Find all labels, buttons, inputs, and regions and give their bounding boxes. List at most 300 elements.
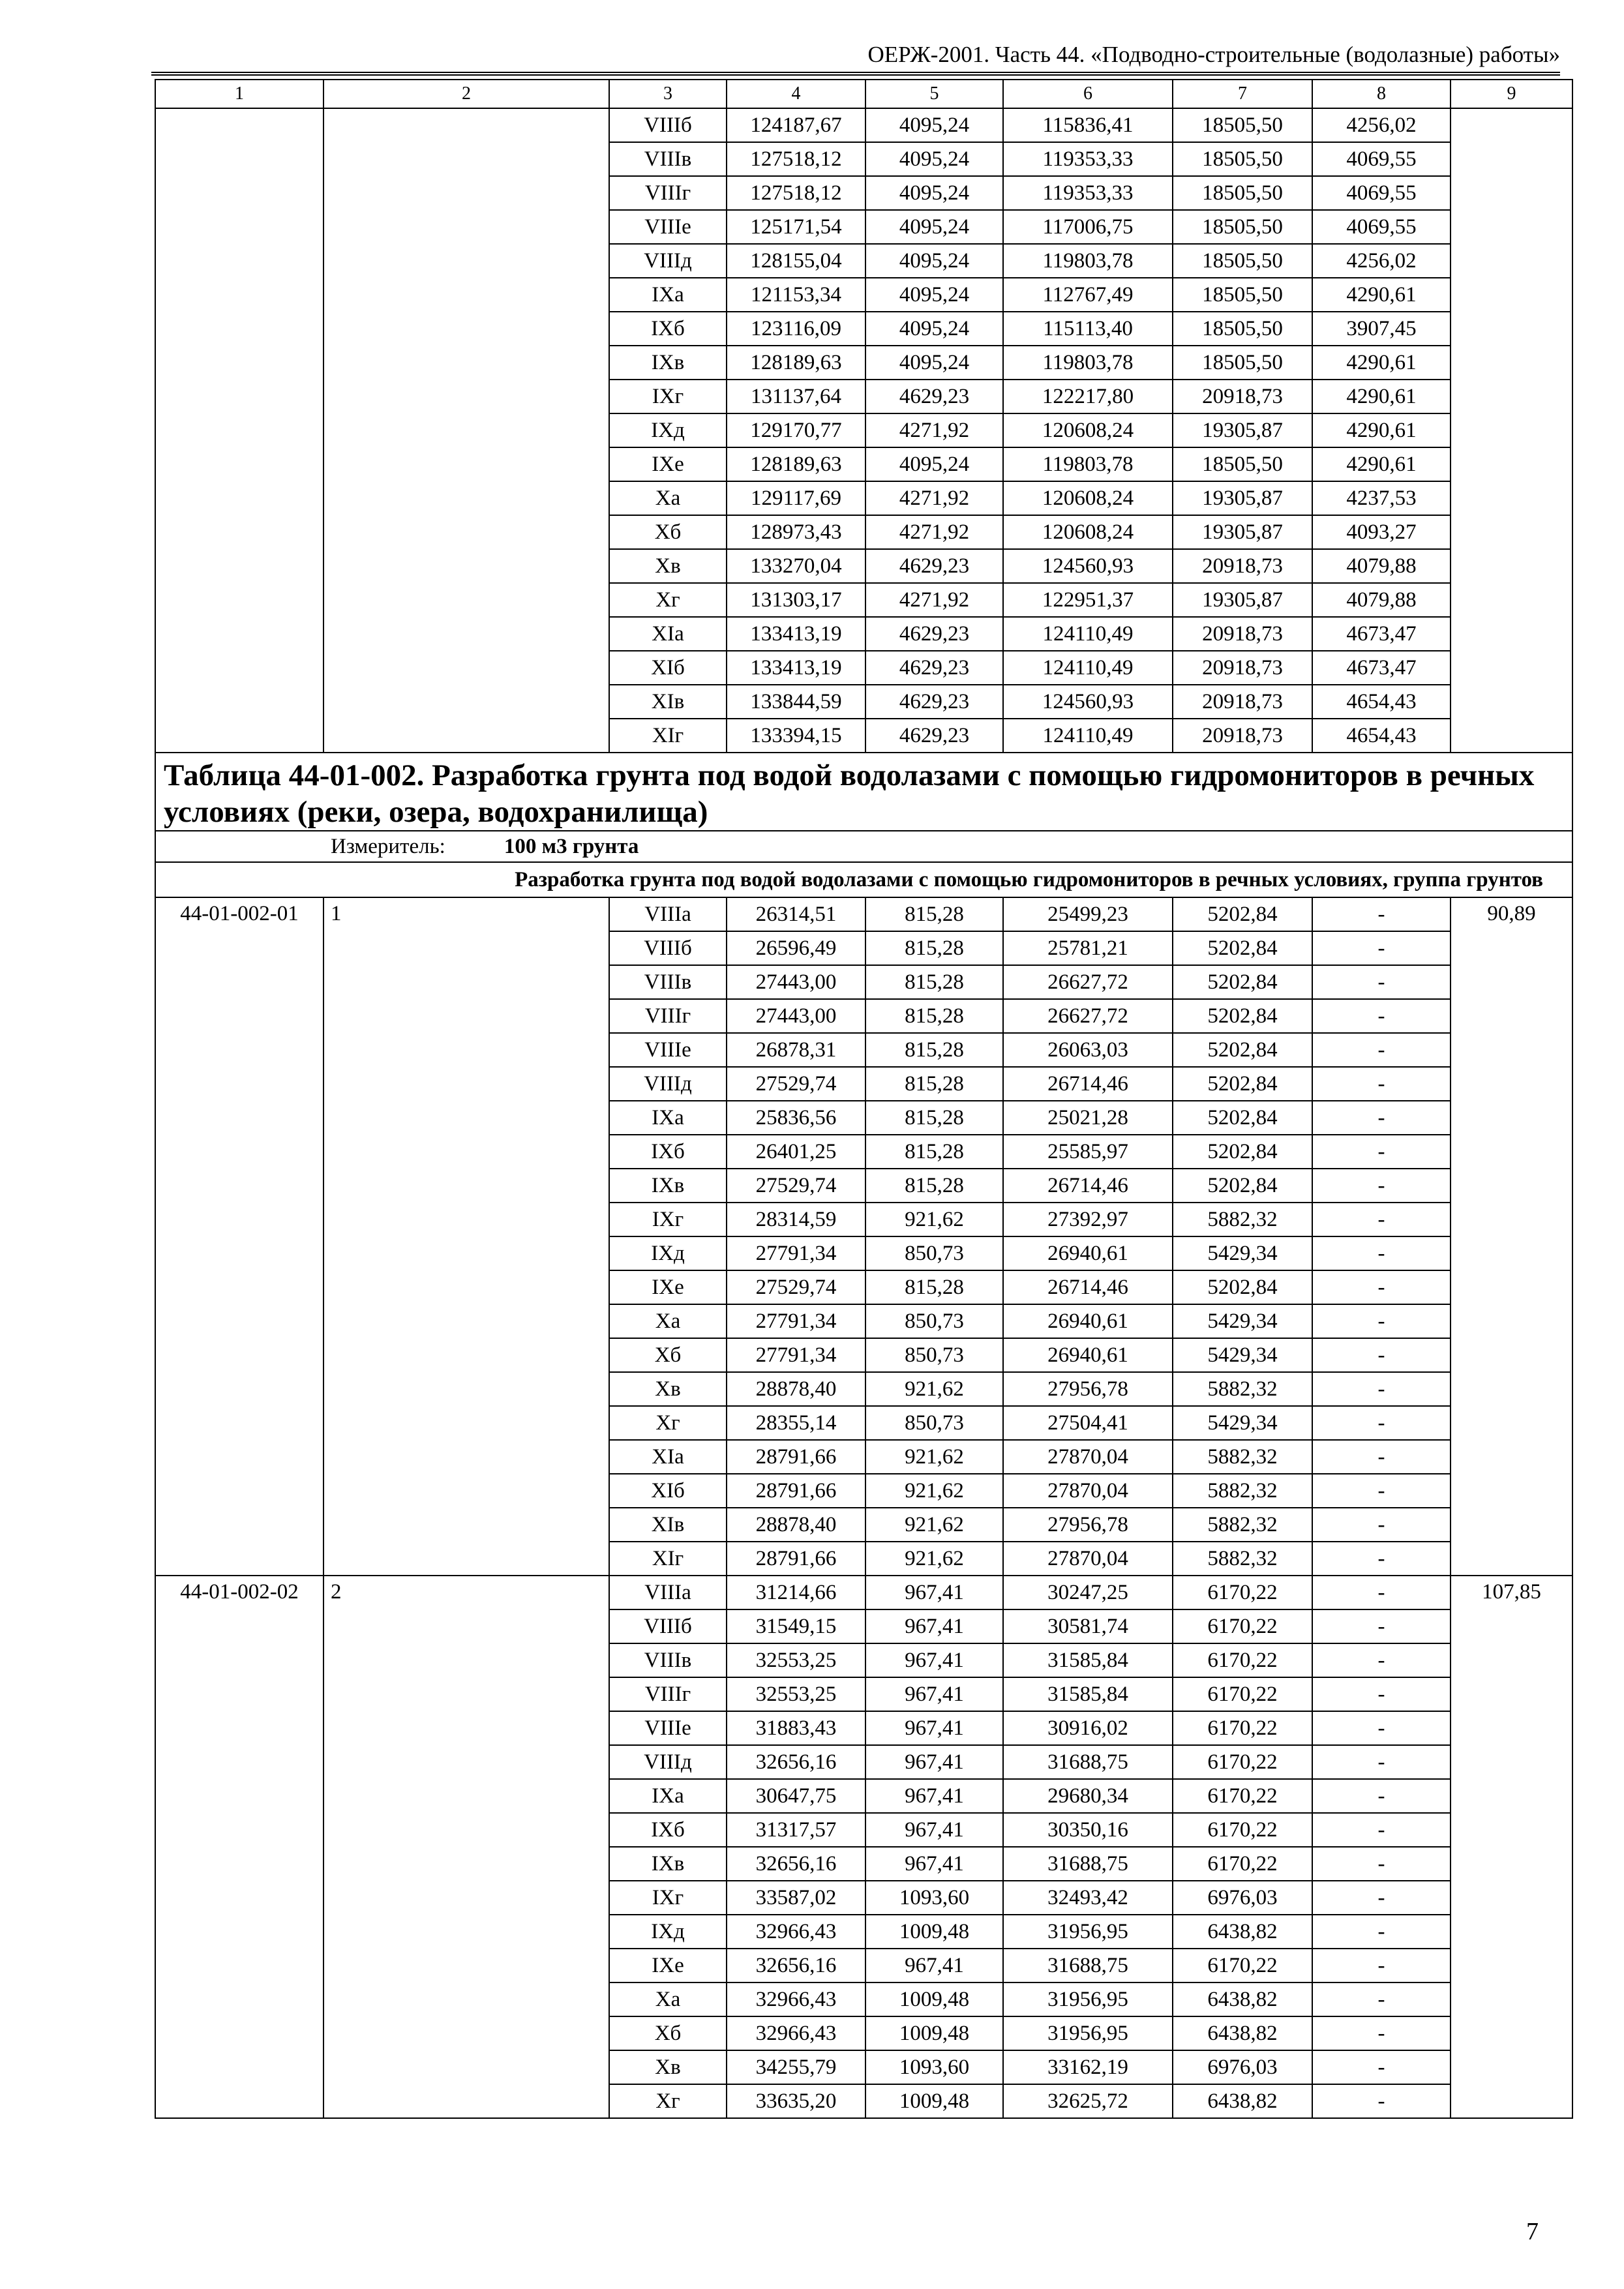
table-cell: 18505,50 [1173, 108, 1312, 142]
table-cell: IXб [609, 312, 727, 346]
table-cell: 133844,59 [727, 685, 865, 719]
table-cell: 4256,02 [1312, 108, 1451, 142]
table-cell: 25781,21 [1003, 931, 1173, 965]
table-cell: 133413,19 [727, 651, 865, 685]
table-cell: 131137,64 [727, 380, 865, 413]
table-cell: - [1312, 1135, 1451, 1169]
table-cell: 20918,73 [1173, 549, 1312, 583]
table-cell: IXг [609, 1881, 727, 1915]
table-cell: 5202,84 [1173, 897, 1312, 931]
table-cell: 127518,12 [727, 176, 865, 210]
table-cell: Xв [609, 1372, 727, 1406]
table-cell: 850,73 [865, 1338, 1003, 1372]
table-cell: - [1312, 1440, 1451, 1474]
table-cell: 124110,49 [1003, 617, 1173, 651]
table-cell: 815,28 [865, 1135, 1003, 1169]
table-cell: 128189,63 [727, 447, 865, 481]
table-cell: 27870,04 [1003, 1542, 1173, 1576]
table-cell: 127518,12 [727, 142, 865, 176]
table-cell: - [1312, 1813, 1451, 1847]
table-cell: 27443,00 [727, 999, 865, 1033]
table-cell: 6170,22 [1173, 1779, 1312, 1813]
table-cell: 5202,84 [1173, 965, 1312, 999]
table-cell: 27956,78 [1003, 1372, 1173, 1406]
table-cell: 921,62 [865, 1542, 1003, 1576]
table-cell: 27956,78 [1003, 1508, 1173, 1542]
table-cell: 25499,23 [1003, 897, 1173, 931]
table-cell: 120608,24 [1003, 515, 1173, 549]
table-cell: 18505,50 [1173, 210, 1312, 244]
table-cell: - [1312, 965, 1451, 999]
table-cell: 26627,72 [1003, 965, 1173, 999]
table-cell: - [1312, 1609, 1451, 1643]
table-cell: XIв [609, 1508, 727, 1542]
table-cell: IXб [609, 1813, 727, 1847]
running-head: ОЕРЖ-2001. Часть 44. «Подводно-строительные (водолазные) работы» [867, 42, 1560, 67]
table-cell: 32656,16 [727, 1949, 865, 1982]
table-cell: 32553,25 [727, 1677, 865, 1711]
table-cell: - [1312, 1033, 1451, 1067]
table-row [155, 897, 1572, 931]
table-cell: 19305,87 [1173, 583, 1312, 617]
column-number: 6 [1003, 80, 1173, 108]
table-cell: 20918,73 [1173, 719, 1312, 753]
group-cell: 1 [323, 897, 609, 1576]
table-cell: 19305,87 [1173, 515, 1312, 549]
code-cell: 44-01-002-02 [155, 1576, 323, 2118]
table-cell: 967,41 [865, 1847, 1003, 1881]
table-cell: 26063,03 [1003, 1033, 1173, 1067]
column-number: 5 [865, 80, 1003, 108]
table-cell: - [1312, 1576, 1451, 1609]
table-cell: - [1312, 1677, 1451, 1711]
table-cell: - [1312, 2084, 1451, 2118]
table-cell: 4256,02 [1312, 244, 1451, 278]
table-cell: 4271,92 [865, 413, 1003, 447]
table-cell: 18505,50 [1173, 447, 1312, 481]
table-cell: 815,28 [865, 1033, 1003, 1067]
table-cell: 31317,57 [727, 1813, 865, 1847]
table-cell: 119803,78 [1003, 447, 1173, 481]
table-cell: 4069,55 [1312, 210, 1451, 244]
table-cell: 33587,02 [727, 1881, 865, 1915]
table-cell: 5202,84 [1173, 999, 1312, 1033]
table-cell: - [1312, 1508, 1451, 1542]
table-cell: 20918,73 [1173, 651, 1312, 685]
table-cell: - [1312, 1982, 1451, 2016]
table-cell: VIIIе [609, 1711, 727, 1745]
table-cell: 4290,61 [1312, 346, 1451, 380]
table-cell: 18505,50 [1173, 278, 1312, 312]
table-cell: 967,41 [865, 1711, 1003, 1745]
table-cell: 27870,04 [1003, 1440, 1173, 1474]
table-cell: - [1312, 1270, 1451, 1304]
coefficient-cell-blank [1451, 108, 1572, 753]
table-cell: 4069,55 [1312, 176, 1451, 210]
column-number: 4 [727, 80, 865, 108]
table-cell: 5202,84 [1173, 1135, 1312, 1169]
column-number: 3 [609, 80, 727, 108]
table-cell: - [1312, 1101, 1451, 1135]
table-cell: 32966,43 [727, 1915, 865, 1949]
table-cell: 27443,00 [727, 965, 865, 999]
table-cell: 124110,49 [1003, 719, 1173, 753]
table-cell: 967,41 [865, 1745, 1003, 1779]
table-cell: 18505,50 [1173, 312, 1312, 346]
table-cell: 25021,28 [1003, 1101, 1173, 1135]
table-cell: 133413,19 [727, 617, 865, 651]
table-cell: 27791,34 [727, 1304, 865, 1338]
table-cell: 5202,84 [1173, 1270, 1312, 1304]
table-cell: IXа [609, 278, 727, 312]
table-cell: 27791,34 [727, 1338, 865, 1372]
table-cell: IXг [609, 1203, 727, 1236]
table-cell: IXв [609, 1169, 727, 1203]
table-cell: Xг [609, 2084, 727, 2118]
table-cell: 4673,47 [1312, 617, 1451, 651]
table-cell: 30581,74 [1003, 1609, 1173, 1643]
table-cell: 122217,80 [1003, 380, 1173, 413]
table-cell: - [1312, 1338, 1451, 1372]
table-cell: 124110,49 [1003, 651, 1173, 685]
table-cell: 4237,53 [1312, 481, 1451, 515]
table-cell: 850,73 [865, 1236, 1003, 1270]
table-cell: 4290,61 [1312, 278, 1451, 312]
table-cell: - [1312, 1949, 1451, 1982]
table-cell: 967,41 [865, 1576, 1003, 1609]
table-cell: 115836,41 [1003, 108, 1173, 142]
table-cell: IXа [609, 1101, 727, 1135]
table-cell: 26878,31 [727, 1033, 865, 1067]
table-cell: XIб [609, 1474, 727, 1508]
table-cell: 5202,84 [1173, 1067, 1312, 1101]
table-cell: 4095,24 [865, 108, 1003, 142]
table-cell: 5202,84 [1173, 1033, 1312, 1067]
table-cell: 28791,66 [727, 1440, 865, 1474]
table-cell: IXа [609, 1779, 727, 1813]
table-cell: 19305,87 [1173, 481, 1312, 515]
table-cell: Xа [609, 1982, 727, 2016]
table-cell: 5202,84 [1173, 1169, 1312, 1203]
table-cell: Xб [609, 1338, 727, 1372]
table-cell: 25836,56 [727, 1101, 865, 1135]
table-cell: 5429,34 [1173, 1406, 1312, 1440]
table-cell: 6170,22 [1173, 1643, 1312, 1677]
table-cell: VIIIг [609, 176, 727, 210]
table-cell: 4093,27 [1312, 515, 1451, 549]
table-cell: 32966,43 [727, 1982, 865, 2016]
table-cell: 20918,73 [1173, 380, 1312, 413]
table-cell: 5882,32 [1173, 1508, 1312, 1542]
table-cell: - [1312, 1881, 1451, 1915]
column-number-row [155, 80, 1572, 108]
table-title-row [155, 753, 1572, 831]
table-cell: - [1312, 1745, 1451, 1779]
table-cell: - [1312, 1372, 1451, 1406]
table-cell: 124560,93 [1003, 549, 1173, 583]
table-cell: 27870,04 [1003, 1474, 1173, 1508]
table-cell: 119803,78 [1003, 244, 1173, 278]
table-cell: 5882,32 [1173, 1440, 1312, 1474]
table-cell: 850,73 [865, 1406, 1003, 1440]
coefficient-cell: 107,85 [1451, 1576, 1572, 2118]
table-cell: 5202,84 [1173, 1101, 1312, 1135]
table-cell: - [1312, 1067, 1451, 1101]
table-cell: 128155,04 [727, 244, 865, 278]
table-cell: 6170,22 [1173, 1609, 1312, 1643]
table-cell: 123116,09 [727, 312, 865, 346]
table-cell: - [1312, 931, 1451, 965]
table-cell: 120608,24 [1003, 481, 1173, 515]
table-cell: VIIIа [609, 897, 727, 931]
coefficient-cell: 90,89 [1451, 897, 1572, 1576]
table-cell: 815,28 [865, 1169, 1003, 1203]
table-cell: - [1312, 1542, 1451, 1576]
table-cell: XIв [609, 685, 727, 719]
table-cell: 31688,75 [1003, 1949, 1173, 1982]
table-cell: 850,73 [865, 1304, 1003, 1338]
section-subtitle-row [155, 862, 1572, 897]
table-cell: 6170,22 [1173, 1677, 1312, 1711]
table-cell: - [1312, 999, 1451, 1033]
table-cell: 921,62 [865, 1508, 1003, 1542]
table-cell: 27529,74 [727, 1067, 865, 1101]
table-cell: 815,28 [865, 897, 1003, 931]
table-cell: Xв [609, 2050, 727, 2084]
table-cell: IXе [609, 1949, 727, 1982]
table-cell: IXд [609, 413, 727, 447]
table-cell: 1093,60 [865, 2050, 1003, 2084]
table-cell: VIIIа [609, 1576, 727, 1609]
table-cell: 6438,82 [1173, 1982, 1312, 2016]
table-cell: - [1312, 1203, 1451, 1236]
table-cell: 34255,79 [727, 2050, 865, 2084]
table-cell: VIIIд [609, 1067, 727, 1101]
table-cell: 131303,17 [727, 583, 865, 617]
table-cell: IXб [609, 1135, 727, 1169]
table-cell: 18505,50 [1173, 142, 1312, 176]
table-cell: XIг [609, 1542, 727, 1576]
table-cell: 815,28 [865, 1101, 1003, 1135]
table-cell: 119353,33 [1003, 176, 1173, 210]
table-cell: 4629,23 [865, 719, 1003, 753]
table-cell: VIIIд [609, 1745, 727, 1779]
table-cell: 31956,95 [1003, 2016, 1173, 2050]
table-cell: Xг [609, 583, 727, 617]
table-cell: 26714,46 [1003, 1067, 1173, 1101]
table-cell: VIIIе [609, 1033, 727, 1067]
table-cell: 4654,43 [1312, 685, 1451, 719]
table-cell: VIIIе [609, 210, 727, 244]
table-cell: 28878,40 [727, 1372, 865, 1406]
table-cell: 112767,49 [1003, 278, 1173, 312]
table-cell: 31956,95 [1003, 1982, 1173, 2016]
table-cell: 20918,73 [1173, 617, 1312, 651]
column-number: 2 [323, 80, 609, 108]
table-cell: 967,41 [865, 1677, 1003, 1711]
table-cell: 133270,04 [727, 549, 865, 583]
table-cell: 4654,43 [1312, 719, 1451, 753]
table-cell: IXд [609, 1915, 727, 1949]
table-cell: 128189,63 [727, 346, 865, 380]
table-cell: 815,28 [865, 1067, 1003, 1101]
table-cell: IXв [609, 1847, 727, 1881]
table-cell: 5882,32 [1173, 1372, 1312, 1406]
table-cell: 27791,34 [727, 1236, 865, 1270]
table-cell: 27392,97 [1003, 1203, 1173, 1236]
table-cell: 4629,23 [865, 617, 1003, 651]
table-cell: 120608,24 [1003, 413, 1173, 447]
table-cell: 4629,23 [865, 380, 1003, 413]
table-cell: VIIIг [609, 1677, 727, 1711]
table-cell: 4095,24 [865, 312, 1003, 346]
table-cell: 31214,66 [727, 1576, 865, 1609]
table-cell: Xв [609, 549, 727, 583]
table-cell: 4629,23 [865, 549, 1003, 583]
table-cell: - [1312, 1847, 1451, 1881]
table-cell: 6170,22 [1173, 1847, 1312, 1881]
table-cell: XIб [609, 651, 727, 685]
table-cell: 5429,34 [1173, 1338, 1312, 1372]
table-cell: 31549,15 [727, 1609, 865, 1643]
table-cell: 26627,72 [1003, 999, 1173, 1033]
table-cell: 117006,75 [1003, 210, 1173, 244]
table-cell: 4095,24 [865, 244, 1003, 278]
table-cell: VIIIб [609, 108, 727, 142]
table-cell: XIг [609, 719, 727, 753]
table-cell: 30647,75 [727, 1779, 865, 1813]
table-cell: 124560,93 [1003, 685, 1173, 719]
table-cell: 4290,61 [1312, 380, 1451, 413]
table-cell: 28878,40 [727, 1508, 865, 1542]
table-cell: 115113,40 [1003, 312, 1173, 346]
table-cell: 20918,73 [1173, 685, 1312, 719]
table-cell: 921,62 [865, 1474, 1003, 1508]
table-cell: 27529,74 [727, 1169, 865, 1203]
table-cell: 26714,46 [1003, 1270, 1173, 1304]
table-cell: 6170,22 [1173, 1949, 1312, 1982]
table-cell: 32656,16 [727, 1745, 865, 1779]
table-row [155, 108, 1572, 142]
meter-row [155, 831, 1572, 862]
table-cell: IXв [609, 346, 727, 380]
table-cell: 967,41 [865, 1813, 1003, 1847]
table-cell: 128973,43 [727, 515, 865, 549]
table-cell: 815,28 [865, 1270, 1003, 1304]
table-cell: 28791,66 [727, 1474, 865, 1508]
table-cell: 6170,22 [1173, 1745, 1312, 1779]
estimate-table [155, 79, 1573, 2119]
table-cell: Xб [609, 2016, 727, 2050]
table-cell: 1009,48 [865, 2016, 1003, 2050]
group-cell-blank [323, 108, 609, 753]
header-rule [151, 72, 1560, 76]
table-cell: 967,41 [865, 1609, 1003, 1643]
table-cell: 1009,48 [865, 1915, 1003, 1949]
table-cell: 32553,25 [727, 1643, 865, 1677]
table-cell: 4095,24 [865, 142, 1003, 176]
table-cell: 4079,88 [1312, 549, 1451, 583]
table-cell: Xа [609, 481, 727, 515]
column-number: 7 [1173, 80, 1312, 108]
table-cell: 4069,55 [1312, 142, 1451, 176]
table-cell: 4629,23 [865, 651, 1003, 685]
table-cell: - [1312, 1406, 1451, 1440]
table-cell: 133394,15 [727, 719, 865, 753]
table-cell: XIа [609, 1440, 727, 1474]
table-cell: 3907,45 [1312, 312, 1451, 346]
table-body [155, 80, 1572, 2118]
table-cell: 4629,23 [865, 685, 1003, 719]
table-cell: 4095,24 [865, 278, 1003, 312]
table-cell: 5202,84 [1173, 931, 1312, 965]
table-cell: 30350,16 [1003, 1813, 1173, 1847]
table-cell: 27529,74 [727, 1270, 865, 1304]
table-cell: 122951,37 [1003, 583, 1173, 617]
table-cell: VIIIд [609, 244, 727, 278]
table-cell: 967,41 [865, 1949, 1003, 1982]
meter-cell [155, 831, 1572, 862]
table-cell: 6976,03 [1173, 1881, 1312, 1915]
table-cell: 4079,88 [1312, 583, 1451, 617]
column-number: 8 [1312, 80, 1451, 108]
table-cell: 4271,92 [865, 583, 1003, 617]
table-cell: 1009,48 [865, 1982, 1003, 2016]
table-cell: 29680,34 [1003, 1779, 1173, 1813]
table-cell: - [1312, 1711, 1451, 1745]
table-row [155, 1576, 1572, 1609]
table-cell: 31688,75 [1003, 1847, 1173, 1881]
table-cell: 5429,34 [1173, 1236, 1312, 1270]
table-cell: 31585,84 [1003, 1643, 1173, 1677]
table-cell: 121153,34 [727, 278, 865, 312]
table-cell: 26940,61 [1003, 1304, 1173, 1338]
table-cell: 33162,19 [1003, 2050, 1173, 2084]
table-cell: Xг [609, 1406, 727, 1440]
table-cell: Xа [609, 1304, 727, 1338]
table-cell: 32493,42 [1003, 1881, 1173, 1915]
table-cell: 1093,60 [865, 1881, 1003, 1915]
table-cell: 4271,92 [865, 515, 1003, 549]
table-cell: 5882,32 [1173, 1542, 1312, 1576]
table-cell: 921,62 [865, 1203, 1003, 1236]
table-cell: 32656,16 [727, 1847, 865, 1881]
table-cell: - [1312, 1643, 1451, 1677]
table-cell: - [1312, 2016, 1451, 2050]
table-cell: VIIIб [609, 931, 727, 965]
table-cell: 28355,14 [727, 1406, 865, 1440]
table-cell: - [1312, 1304, 1451, 1338]
table-cell: 32966,43 [727, 2016, 865, 2050]
table-cell: 25585,97 [1003, 1135, 1173, 1169]
table-cell: 28314,59 [727, 1203, 865, 1236]
meter-value: 100 м3 грунта [504, 835, 639, 858]
table-cell: 6170,22 [1173, 1576, 1312, 1609]
page-number: 7 [1526, 2218, 1539, 2245]
table-cell: 1009,48 [865, 2084, 1003, 2118]
table-cell: 6438,82 [1173, 2016, 1312, 2050]
table-cell: 26940,61 [1003, 1338, 1173, 1372]
table-cell: 28791,66 [727, 1542, 865, 1576]
table-cell: - [1312, 897, 1451, 931]
table-cell: 119353,33 [1003, 142, 1173, 176]
table-cell: 815,28 [865, 999, 1003, 1033]
table-cell: VIIIв [609, 142, 727, 176]
table-cell: - [1312, 1779, 1451, 1813]
meter-label: Измеритель: [331, 835, 445, 858]
table-cell: VIIIг [609, 999, 727, 1033]
code-cell-blank [155, 108, 323, 753]
